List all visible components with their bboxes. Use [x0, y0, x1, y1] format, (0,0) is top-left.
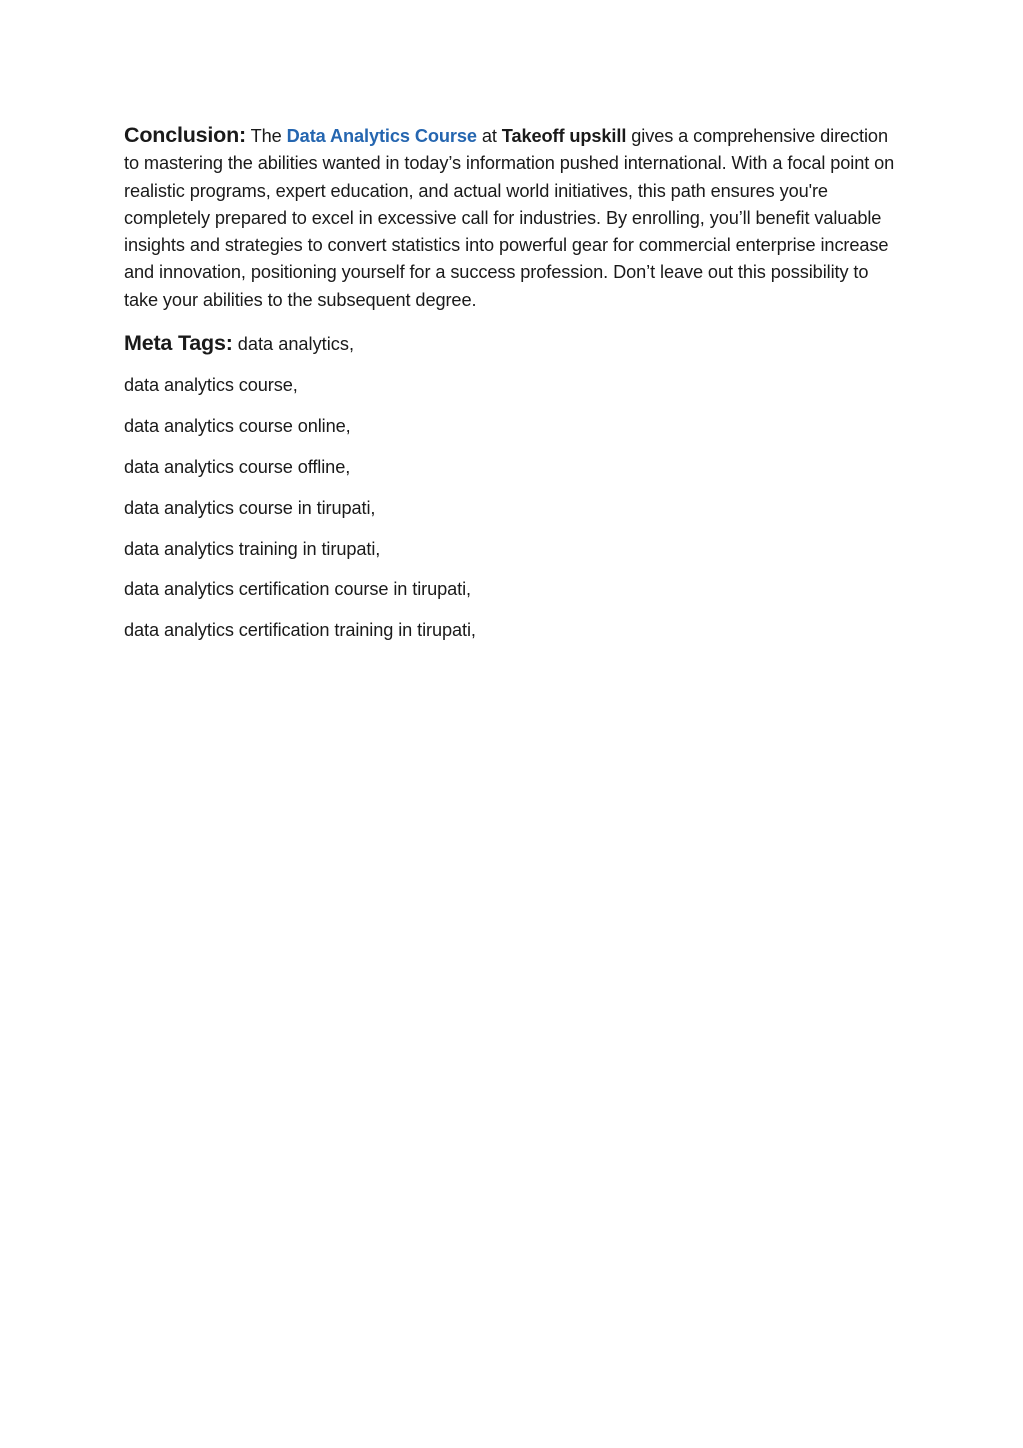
course-link[interactable]: Data Analytics Course: [286, 126, 477, 146]
meta-tag-item: data analytics certification training in tirupati,: [124, 620, 476, 641]
meta-tag-item: data analytics course,: [124, 374, 298, 395]
conclusion-paragraph: [124, 122, 899, 314]
meta-tag-item: data analytics course online,: [124, 415, 351, 436]
conclusion-text-1: The: [246, 126, 287, 146]
org-name: Takeoff upskill: [501, 126, 627, 146]
meta-tag-item: data analytics course in tirupati,: [124, 497, 376, 518]
meta-tags-line: [124, 330, 899, 358]
conclusion-heading: Conclusion:: [124, 123, 247, 147]
conclusion-text-3: gives a comprehensive direction to mastering the abilities wanted in today’s information pushed international. With a focal point on realistic programs, expert education, and actual world initiatives, this path ensures you're completely prepared to excel in excessive call for industries. By enrolling, you’ll benefit valuable insights and strategies to convert statistics into powerful gear for commercial enterprise increase and innovation, positioning yourself for a success profession. Don’t leave out this possibility to take your abilities to the subsequent degree.: [124, 126, 895, 310]
meta-tag-list: [124, 372, 899, 645]
conclusion-text-2: at: [476, 126, 502, 146]
meta-tag-item: data analytics certification course in tirupati,: [124, 579, 471, 600]
document-page: [124, 122, 899, 645]
meta-tags-heading: Meta Tags:: [124, 331, 233, 356]
meta-tag-item: data analytics training in tirupati,: [124, 538, 381, 559]
meta-tag-item: data analytics course offline,: [124, 456, 351, 477]
meta-tag-first: data analytics,: [232, 334, 355, 355]
